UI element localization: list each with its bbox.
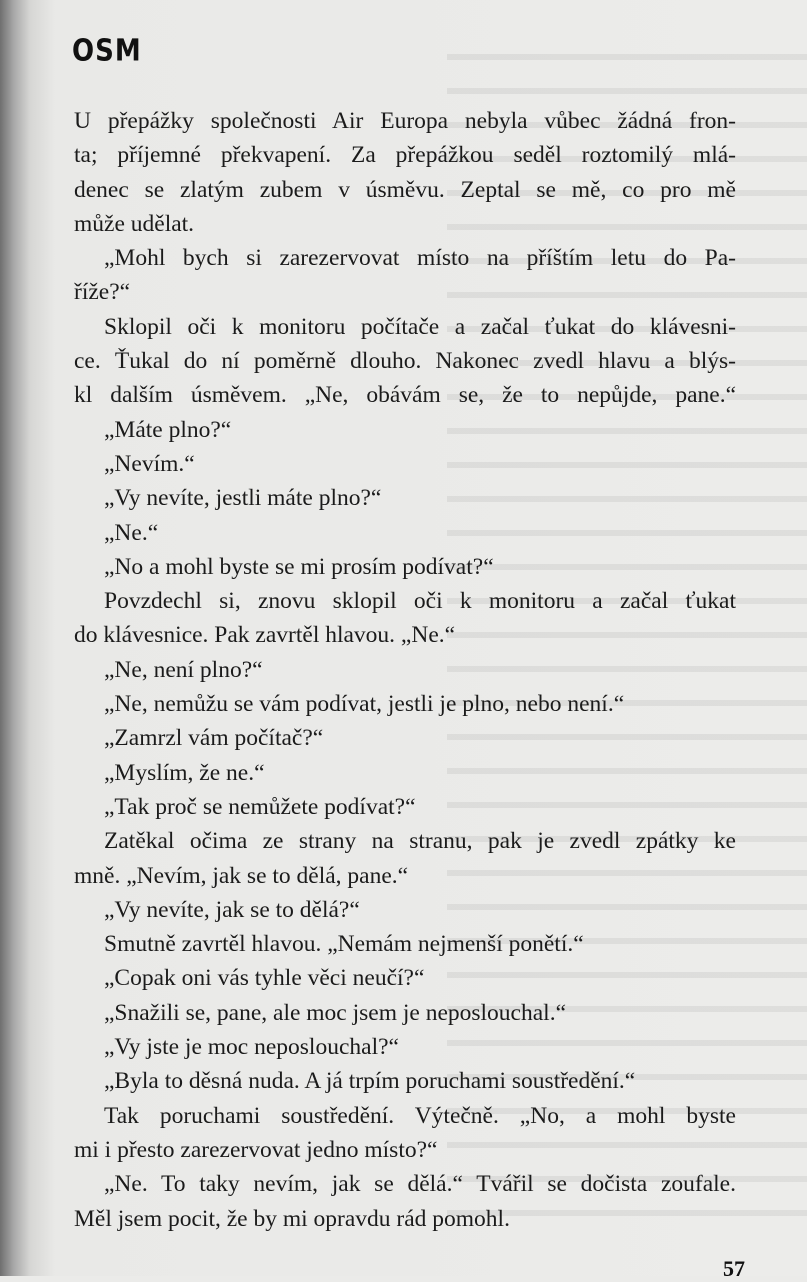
text-line: „Máte plno?“ <box>104 416 232 443</box>
text-line: do klávesnice. Pak zavrtěl hlavou. „Ne.“ <box>74 622 456 649</box>
text-line: „Tak proč se nemůžete podívat?“ <box>104 793 416 820</box>
text-line: Zatěkal očima ze strany na stranu, pak je zvedl zpátky ke <box>104 828 736 855</box>
text-line: „Zamrzl vám počítač?“ <box>104 725 324 752</box>
text-line: „Byla to děsná nuda. A já trpím poruchami soustředění.“ <box>104 1068 636 1095</box>
page-number: 57 <box>723 1256 745 1281</box>
text-line: říže?“ <box>74 279 131 306</box>
text-line: Sklopil oči k monitoru počítače a začal ťukat do klávesni- <box>104 313 736 340</box>
text-line: Povzdechl si, znovu sklopil oči k monitoru a začal ťukat <box>104 588 736 615</box>
text-line: ce. Ťukal do ní poměrně dlouho. Nakonec zvedl hlavu a blýs- <box>74 348 736 375</box>
text-line: ta; příjemné překvapení. Za přepážkou seděl roztomilý mlá- <box>74 142 736 169</box>
text-line: „Copak oni vás tyhle věci neučí?“ <box>104 965 425 992</box>
text-line: „No a mohl byste se mi prosím podívat?“ <box>104 553 494 580</box>
text-line: mi i přesto zarezervovat jedno místo?“ <box>74 1136 438 1163</box>
text-line: „Ne.“ <box>104 519 159 546</box>
text-line: Smutně zavrtěl hlavou. „Nemám nejmenší ponětí.“ <box>104 931 584 958</box>
text-line: Tak poruchami soustředění. Výtečně. „No, a mohl byste <box>104 1102 736 1129</box>
text-line: „Nevím.“ <box>104 450 195 477</box>
body-text <box>74 104 736 1236</box>
text-line: denec se zlatým zubem v úsměvu. Zeptal se mě, co pro mě <box>74 176 736 203</box>
text-line: „Ne, není plno?“ <box>104 656 263 683</box>
text-line: „Vy nevíte, jestli máte plno?“ <box>104 485 382 512</box>
text-line: Měl jsem pocit, že by mi opravdu rád pomohl. <box>74 1205 510 1232</box>
text-line: „Mohl bych si zarezervovat místo na příštím letu do Pa- <box>104 245 736 272</box>
text-line: kl dalším úsměvem. „Ne, obávám se, že to nepůjde, pane.“ <box>74 382 736 409</box>
text-line: může udělat. <box>74 210 195 237</box>
text-line: „Vy jste je moc neposlouchal?“ <box>104 1034 399 1061</box>
text-line: „Ne. To taky nevím, jak se dělá.“ Tvářil se dočista zoufale. <box>104 1171 736 1198</box>
text-line: „Myslím, že ne.“ <box>104 759 265 786</box>
text-line: „Snažili se, pane, ale moc jsem je neposlouchal.“ <box>104 999 567 1026</box>
chapter-heading: OSM <box>72 34 142 69</box>
text-line: „Ne, nemůžu se vám podívat, jestli je plno, nebo není.“ <box>104 691 625 718</box>
text-line: „Vy nevíte, jak se to dělá?“ <box>104 896 360 923</box>
text-line: mně. „Nevím, jak se to dělá, pane.“ <box>74 862 409 889</box>
text-line: U přepážky společnosti Air Europa nebyla vůbec žádná fron- <box>74 108 736 134</box>
